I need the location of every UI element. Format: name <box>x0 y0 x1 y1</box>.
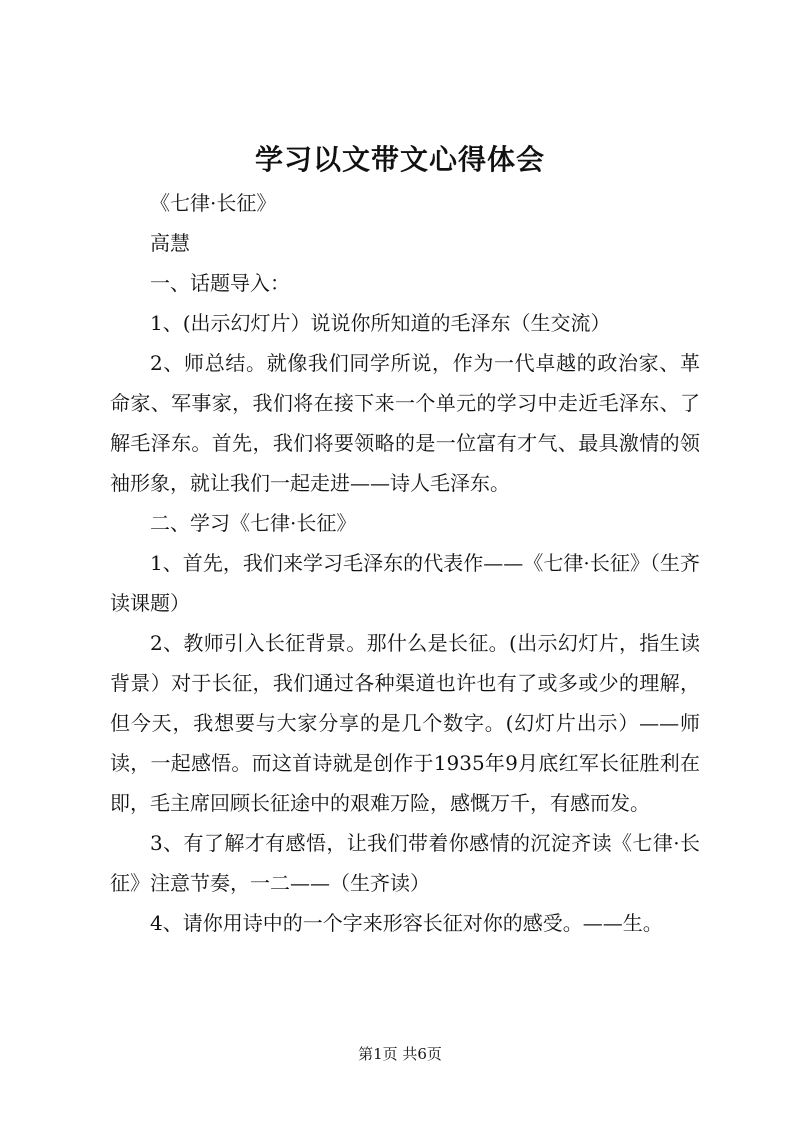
paragraph-section-1-heading: 一、话题导入： <box>150 271 290 295</box>
paragraph-step-1-2: 2、师总结。就像我们同学所说，作为一代卓越的政治家、革命家、军事家，我们将在接下来一个单元的学习中走近毛泽东、了解毛泽东。首先，我们将要领略的是一位富有才气、最具激情的领袖形象，就让我们一起走进——诗人毛泽东。 <box>110 351 700 495</box>
document-title: 学习以文带文心得体会 <box>254 143 545 176</box>
paragraph-section-2-heading: 二、学习《七律·长征》 <box>150 511 357 535</box>
paragraph-step-1-1: 1、(出示幻灯片）说说你所知道的毛泽东（生交流） <box>150 311 611 335</box>
paragraph-step-2-4: 4、请你用诗中的一个字来形容长征对你的感受。——生。 <box>150 911 663 935</box>
paragraph-step-2-2: 2、教师引入长征背景。那什么是长征。(出示幻灯片，指生读背景）对于长征，我们通过各种渠道也许也有了或多或少的理解，但今天，我想要与大家分享的是几个数字。(幻灯片出示）——师读，一起感悟。而这首诗就是创作于1935年9月底红军长征胜利在即，毛主席回顾长征途中的艰难万险，感慨万千，有感而发。 <box>110 631 700 815</box>
paragraph-poem-title: 《七律·长征》 <box>150 191 277 215</box>
page-footer: 第1页 共6页 <box>358 1045 442 1063</box>
paragraph-author: 高慧 <box>150 231 190 255</box>
document-body <box>110 183 700 943</box>
paragraph-step-2-1: 1、首先，我们来学习毛泽东的代表作——《七律·长征》（生齐读课题） <box>110 551 700 615</box>
paragraph-step-2-3: 3、有了解才有感悟，让我们带着你感情的沉淀齐读《七律·长征》注意节奏，一二——（生齐读） <box>110 831 700 895</box>
